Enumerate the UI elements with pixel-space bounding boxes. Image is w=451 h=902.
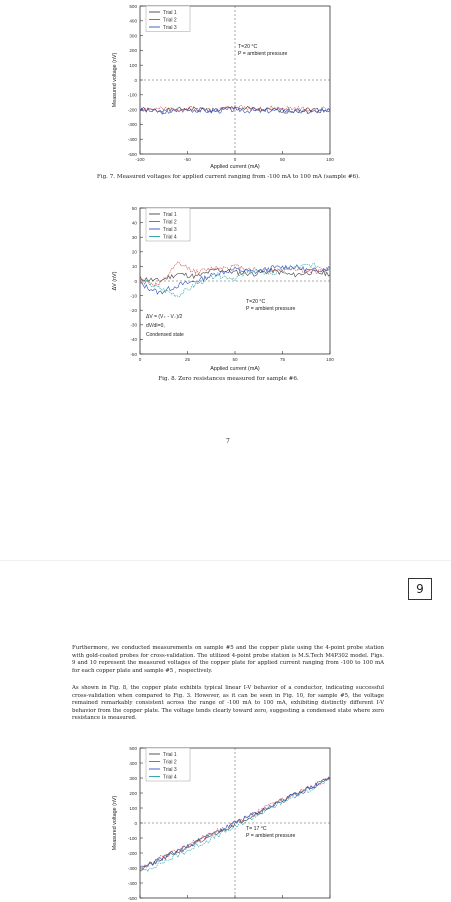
x-tick-label: -50 <box>184 157 191 162</box>
annotation: T= 17 °C <box>246 826 267 832</box>
chart-fig7 <box>108 0 348 172</box>
x-axis-label: Applied current (mA) <box>210 164 260 170</box>
legend-label: Trial 3 <box>163 226 177 233</box>
annotation: P = ambient pressure <box>246 306 296 312</box>
y-tick-label: 50 <box>131 205 137 211</box>
y-tick-label: 0 <box>134 278 137 284</box>
y-axis-label: Measured voltage (nV) <box>112 795 118 851</box>
legend-label: Trial 3 <box>163 766 177 773</box>
legend-label: Trial 2 <box>163 219 177 226</box>
y-tick-label: -300 <box>127 865 137 871</box>
page-divider <box>0 560 451 561</box>
y-tick-label: 500 <box>129 3 137 9</box>
annotation: T=20 °C <box>246 299 266 305</box>
x-tick-label: 0 <box>233 157 237 162</box>
annotation: ΔV = (V₊ - V₋)/2 <box>146 314 183 320</box>
chart-fig8 <box>108 200 348 372</box>
y-tick-label: 100 <box>129 63 137 68</box>
y-tick-label: -400 <box>127 880 137 886</box>
paragraph-2: As shown in Fig. 8, the copper plate exhibits typical linear I-V behavior of a conductor, indicating successful cross-validation when compared to Fig. 3. However, as it can be seen in Fig. 10, for sample #5, the voltage remained remarkably consistent across the range of -100 mA to 100 mA, exhibiting distinctly different I-V behavior from the copper plate. The voltage tends clearly toward zero, suggesting a condensed state where zero resistance is measured. <box>72 685 384 722</box>
annotation: Condensed state <box>146 332 184 338</box>
x-tick-label: 75 <box>279 357 286 362</box>
y-tick-label: 400 <box>129 18 137 24</box>
annotation: dV/dI=0, <box>146 323 165 329</box>
y-tick-label: -200 <box>127 107 137 113</box>
y-tick-label: 200 <box>129 48 137 54</box>
y-tick-label: -500 <box>127 895 137 901</box>
y-tick-label: 300 <box>129 775 137 781</box>
y-axis-label: Measured voltage (nV) <box>112 52 118 108</box>
y-tick-label: -200 <box>127 850 137 856</box>
y-tick-label: 0 <box>134 77 137 83</box>
y-tick-label: 500 <box>129 745 137 751</box>
y-tick-label: -20 <box>130 308 137 313</box>
annotation: T=20 °C <box>238 44 258 50</box>
x-tick-label: 0 <box>138 357 142 362</box>
y-tick-label: -50 <box>130 351 137 357</box>
y-tick-label: -100 <box>127 835 137 841</box>
y-tick-label: -100 <box>127 92 137 98</box>
y-axis-label: ΔV (nV) <box>112 271 118 291</box>
y-tick-label: -300 <box>127 122 137 128</box>
legend-label: Trial 3 <box>163 24 177 31</box>
y-tick-label: -40 <box>130 337 137 343</box>
legend-label: Trial 4 <box>163 234 177 241</box>
legend-label: Trial 2 <box>163 759 177 766</box>
x-tick-label: 50 <box>279 157 286 162</box>
y-tick-label: 10 <box>131 264 137 270</box>
x-tick-label: 50 <box>232 357 238 362</box>
legend-label: Trial 2 <box>163 17 177 24</box>
x-axis-label: Applied current (mA) <box>210 366 260 372</box>
y-tick-label: 100 <box>129 805 137 811</box>
fig8-caption: Fig. 8. Zero resistances measured for sample #6. <box>158 376 299 382</box>
y-tick-label: 0 <box>134 820 137 826</box>
y-tick-label: 20 <box>131 249 137 255</box>
legend-label: Trial 1 <box>163 9 177 16</box>
y-tick-label: 200 <box>129 790 137 796</box>
y-tick-label: -10 <box>130 293 137 299</box>
x-tick-label: 100 <box>326 157 334 162</box>
series-line-3 <box>140 265 330 294</box>
annotation: P = ambient pressure <box>246 833 296 839</box>
x-tick-label: -100 <box>135 157 145 162</box>
annotation: P = ambient pressure <box>238 51 288 57</box>
page-badge: 9 <box>408 578 432 600</box>
paragraph-1: Furthermore, we conducted measurements on sample #5 and the copper plate using the 4-point probe station with gold-coated probes for cross-validation. The utilized 4-point probe station is M.S.Tech M4P302 model. Figs. 9 and 10 represent the measured voltages of the copper plate for applied current ranging from -100 to 100 mA for each copper plate and sample #5 , respectively. <box>72 645 384 674</box>
y-tick-label: -400 <box>127 137 137 142</box>
series-line-4 <box>140 263 330 297</box>
x-tick-label: 25 <box>184 357 191 362</box>
y-tick-label: 40 <box>131 220 137 226</box>
y-tick-label: 30 <box>131 235 137 240</box>
legend-label: Trial 1 <box>163 751 177 758</box>
page-number: 7 <box>226 438 230 445</box>
y-tick-label: 400 <box>129 760 137 766</box>
legend-label: Trial 1 <box>163 211 177 218</box>
legend-label: Trial 4 <box>163 774 177 781</box>
fig7-caption: Fig. 7. Measured voltages for applied current ranging from -100 mA to 100 mA (sample #6). <box>96 174 361 180</box>
y-tick-label: 300 <box>129 33 137 39</box>
x-tick-label: 100 <box>326 357 334 362</box>
chart-fig9 <box>108 740 348 902</box>
y-tick-label: -500 <box>127 151 137 157</box>
y-tick-label: -30 <box>130 322 137 328</box>
